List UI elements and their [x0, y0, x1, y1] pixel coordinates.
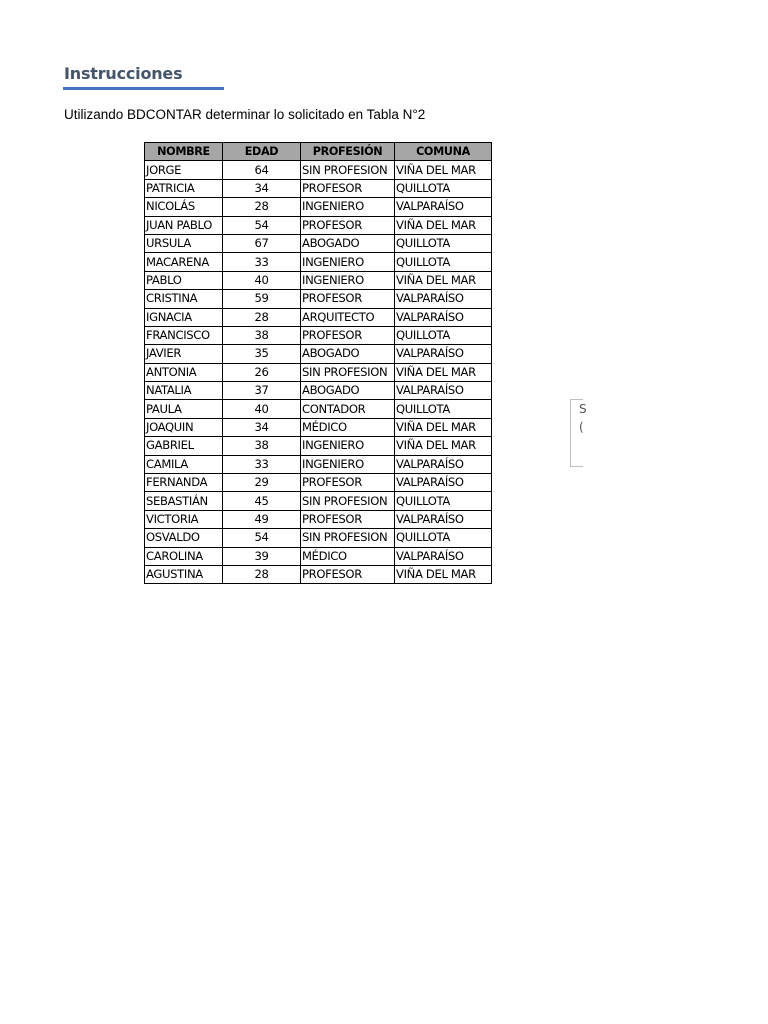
cell-comuna: VALPARAÍSO	[395, 474, 492, 492]
cell-nombre: JOAQUIN	[145, 418, 223, 436]
cell-profesion: PROFESOR	[301, 326, 395, 344]
cell-edad: 40	[223, 400, 301, 418]
side-fragment-glyph: (	[579, 420, 584, 434]
heading-underline	[63, 87, 224, 90]
cell-profesion: PROFESOR	[301, 216, 395, 234]
cell-comuna: VIÑA DEL MAR	[395, 271, 492, 289]
cell-comuna: VALPARAÍSO	[395, 290, 492, 308]
table-row	[145, 565, 492, 583]
cell-profesion: MÉDICO	[301, 418, 395, 436]
column-header-edad: EDAD	[223, 143, 301, 161]
table-row	[145, 179, 492, 197]
cell-nombre: JUAN PABLO	[145, 216, 223, 234]
cell-comuna: QUILLOTA	[395, 326, 492, 344]
cell-nombre: URSULA	[145, 234, 223, 252]
cell-nombre: OSVALDO	[145, 529, 223, 547]
cell-nombre: PATRICIA	[145, 179, 223, 197]
table-row	[145, 198, 492, 216]
cell-nombre: MACARENA	[145, 253, 223, 271]
table-row	[145, 161, 492, 179]
cell-nombre: CAROLINA	[145, 547, 223, 565]
table-row	[145, 253, 492, 271]
cell-edad: 39	[223, 547, 301, 565]
cell-comuna: VALPARAÍSO	[395, 308, 492, 326]
cell-edad: 28	[223, 198, 301, 216]
table-row	[145, 418, 492, 436]
cell-edad: 34	[223, 179, 301, 197]
cell-profesion: CONTADOR	[301, 400, 395, 418]
cell-edad: 28	[223, 565, 301, 583]
cell-comuna: VALPARAÍSO	[395, 345, 492, 363]
cell-profesion: SIN PROFESION	[301, 492, 395, 510]
cell-nombre: ANTONIA	[145, 363, 223, 381]
cell-edad: 35	[223, 345, 301, 363]
cell-edad: 26	[223, 363, 301, 381]
cell-profesion: PROFESOR	[301, 474, 395, 492]
section-heading: Instrucciones	[64, 64, 183, 83]
cell-comuna: VALPARAÍSO	[395, 547, 492, 565]
table-row	[145, 400, 492, 418]
table-row	[145, 363, 492, 381]
cell-edad: 28	[223, 308, 301, 326]
cell-comuna: VIÑA DEL MAR	[395, 363, 492, 381]
table-row	[145, 547, 492, 565]
table-row	[145, 510, 492, 528]
cell-edad: 29	[223, 474, 301, 492]
cell-nombre: CAMILA	[145, 455, 223, 473]
cell-profesion: ABOGADO	[301, 345, 395, 363]
cell-nombre: NATALIA	[145, 382, 223, 400]
cell-comuna: VIÑA DEL MAR	[395, 216, 492, 234]
cell-nombre: FERNANDA	[145, 474, 223, 492]
cell-edad: 38	[223, 326, 301, 344]
cell-nombre: JAVIER	[145, 345, 223, 363]
cell-comuna: QUILLOTA	[395, 400, 492, 418]
cell-edad: 45	[223, 492, 301, 510]
cell-edad: 64	[223, 161, 301, 179]
cell-profesion: PROFESOR	[301, 290, 395, 308]
table-row	[145, 234, 492, 252]
cell-nombre: PABLO	[145, 271, 223, 289]
cell-profesion: SIN PROFESION	[301, 363, 395, 381]
cell-profesion: INGENIERO	[301, 198, 395, 216]
table-row	[145, 308, 492, 326]
table-body	[145, 161, 492, 584]
cell-profesion: ABOGADO	[301, 234, 395, 252]
table-row	[145, 326, 492, 344]
cell-comuna: VIÑA DEL MAR	[395, 418, 492, 436]
cell-comuna: QUILLOTA	[395, 529, 492, 547]
cell-nombre: VICTORIA	[145, 510, 223, 528]
cell-profesion: INGENIERO	[301, 437, 395, 455]
cell-edad: 37	[223, 382, 301, 400]
cell-edad: 38	[223, 437, 301, 455]
cell-profesion: PROFESOR	[301, 565, 395, 583]
table-row	[145, 216, 492, 234]
cell-profesion: ABOGADO	[301, 382, 395, 400]
cell-edad: 33	[223, 253, 301, 271]
cell-comuna: VIÑA DEL MAR	[395, 161, 492, 179]
column-header-profesion: PROFESIÓN	[301, 143, 395, 161]
cell-edad: 59	[223, 290, 301, 308]
cell-nombre: JORGE	[145, 161, 223, 179]
cell-comuna: QUILLOTA	[395, 253, 492, 271]
side-text-box-fragment	[570, 399, 587, 467]
cell-nombre: SEBASTIÁN	[145, 492, 223, 510]
table-row	[145, 437, 492, 455]
column-header-comuna: COMUNA	[395, 143, 492, 161]
data-table	[144, 142, 492, 584]
cell-comuna: QUILLOTA	[395, 492, 492, 510]
table-row	[145, 529, 492, 547]
instruction-text: Utilizando BDCONTAR determinar lo solicitado en Tabla N°2	[64, 107, 426, 122]
cell-profesion: SIN PROFESION	[301, 529, 395, 547]
cell-edad: 54	[223, 529, 301, 547]
cell-profesion: INGENIERO	[301, 253, 395, 271]
cell-nombre: FRANCISCO	[145, 326, 223, 344]
cell-comuna: VIÑA DEL MAR	[395, 437, 492, 455]
cell-profesion: INGENIERO	[301, 455, 395, 473]
table-row	[145, 290, 492, 308]
cell-comuna: VIÑA DEL MAR	[395, 565, 492, 583]
table-header-row	[145, 143, 492, 161]
cell-profesion: ARQUITECTO	[301, 308, 395, 326]
cell-profesion: SIN PROFESION	[301, 161, 395, 179]
cell-nombre: IGNACIA	[145, 308, 223, 326]
cell-nombre: PAULA	[145, 400, 223, 418]
cell-nombre: NICOLÁS	[145, 198, 223, 216]
cell-comuna: VALPARAÍSO	[395, 198, 492, 216]
cell-comuna: VALPARAÍSO	[395, 382, 492, 400]
cell-comuna: QUILLOTA	[395, 234, 492, 252]
cell-edad: 67	[223, 234, 301, 252]
cell-profesion: PROFESOR	[301, 510, 395, 528]
cell-nombre: GABRIEL	[145, 437, 223, 455]
column-header-nombre: NOMBRE	[145, 143, 223, 161]
table-row	[145, 474, 492, 492]
cell-comuna: VALPARAÍSO	[395, 510, 492, 528]
cell-nombre: CRISTINA	[145, 290, 223, 308]
cell-edad: 33	[223, 455, 301, 473]
cell-profesion: INGENIERO	[301, 271, 395, 289]
cell-edad: 49	[223, 510, 301, 528]
table-row	[145, 345, 492, 363]
cell-edad: 34	[223, 418, 301, 436]
cell-comuna: VALPARAÍSO	[395, 455, 492, 473]
table-row	[145, 455, 492, 473]
cell-profesion: MÉDICO	[301, 547, 395, 565]
table-row	[145, 382, 492, 400]
table-row	[145, 492, 492, 510]
cell-nombre: AGUSTINA	[145, 565, 223, 583]
cell-edad: 54	[223, 216, 301, 234]
cell-profesion: PROFESOR	[301, 179, 395, 197]
cell-edad: 40	[223, 271, 301, 289]
side-fragment-glyph: S	[579, 402, 587, 416]
table-row	[145, 271, 492, 289]
cell-comuna: QUILLOTA	[395, 179, 492, 197]
